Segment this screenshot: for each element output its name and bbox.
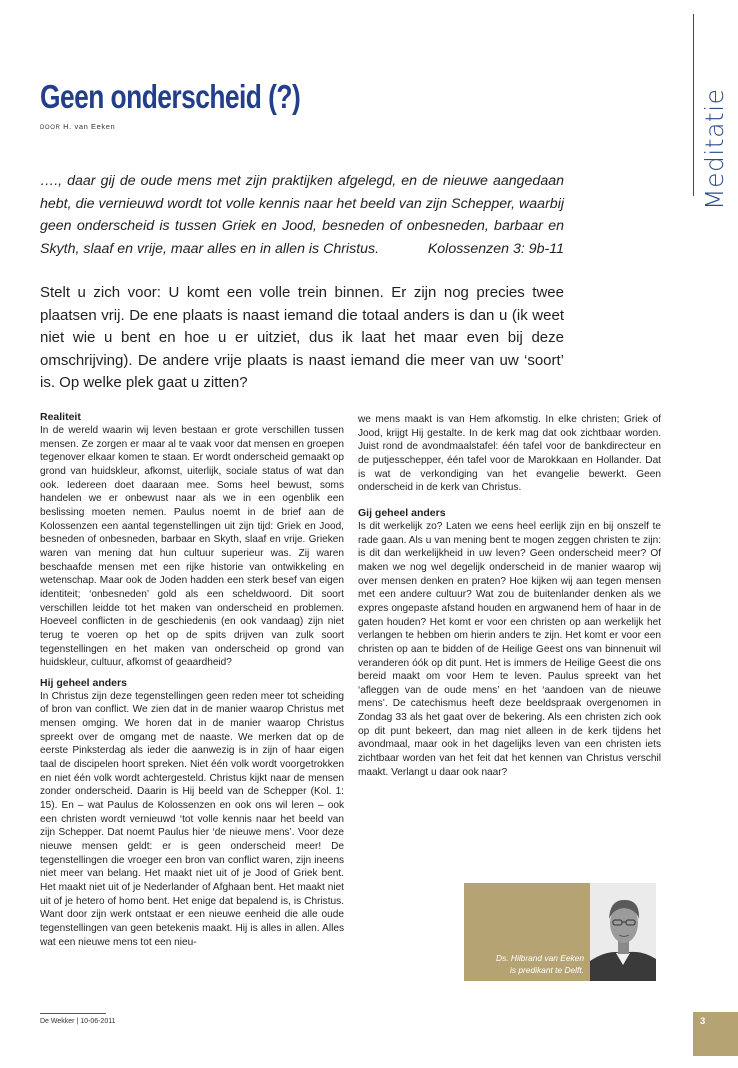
scripture-quote [40, 170, 564, 260]
author-photo [590, 883, 656, 981]
column-left [40, 410, 344, 949]
page-title: Geen onderscheid (?) [40, 78, 301, 115]
byline-prefix: DOOR [40, 125, 61, 131]
section-text: In Christus zijn deze tegenstellingen geen reden meer tot scheiding of bron van conflict. We zien dat in de manier waarop Christus met mensen omging. We horen dat in de manier waarop Christus spreekt over de omgang met de naaste. We merken dat op de eerste Pinksterdag als ieder die aanwezig is in zijn of haar eigen taal de discipelen hoort spreken. Niet één volk wordt voorgetrokken en niet één volk wordt achtergesteld. Christus kijkt naar de mensen zonder onderscheid. Daarin is Hij beeld van de Schepper (Kol. 1: 15). En – wat Paulus de Kolossenzen en ook ons wil leren – ook een christen wordt vernieuwd ‘tot volle kennis naar het beeld van zijn Schepper. Dat noemt Paulus hier ‘de nieuwe mens’. Voor deze nieuwe mensen geldt: er is geen onderscheid meer! De tegenstellingen die vroeger een bron van conflict waren, zijn ineens niet meer van belang. Het maakt niet uit of je Jood of Griek bent. Het maakt niet uit of je Nederlander of Afghaan bent. Het maakt niet uit of je hetero of homo bent. Het enige dat bepalend is, is Christus. Want door zijn werk ontstaat er een nieuwe eenheid die alle oude tegenstellingen van geen betekenis maakt. Hij is alles in allen. Alles wat een nieuwe mens tot een nieu- [40, 690, 344, 948]
side-rule [693, 14, 694, 196]
section-text: we mens maakt is van Hem afkomstig. In elke christen; Griek of Jood, krijgt Hij gestalte. In de kerk mag dat ook zichtbaar worden. Juist rond de avondmaalstafel: één tafel voor de bankdirecteur en de putjesschepper, één tafel voor de Marokkaan en Hollander. Dat is wat de verkondiging van het evangelie bewerkt. Geen onderscheid in de kerk van Christus. [358, 414, 661, 494]
page-number: 3 [700, 1016, 706, 1027]
section-heading: Realiteit [40, 411, 81, 423]
section-label: Meditatie [700, 88, 729, 210]
intro-paragraph: Stelt u zich voor: U komt een volle trein binnen. Er zijn nog precies twee plaatsen vrij. De ene plaats is naast iemand die totaal anders is dan u (ik weet niet wie u bent en hoe u er uitziet, dus ik laat het maar even bij deze omschrijving). De andere vrije plaats is naast iemand die meer van uw ‘soort’ is. Op welke plek gaat u zitten? [40, 284, 564, 391]
quote-reference: Kolossenzen 3: 9b-11 [427, 240, 564, 257]
caption-line1: Ds. Hilbrand van Eeken [496, 953, 584, 963]
quote-text: …., daar gij de oude mens met zijn praktijken afgelegd, en de nieuwe aangedaan hebt, die vernieuwd wordt tot volle kennis naar het beeld van zijn Schepper, waarbij geen onderscheid is tussen Griek en Jood, besneden of onbesneden, barbaar en Skyth, slaaf en vrije, maar alles en in allen is Christus. [40, 173, 564, 257]
byline [40, 122, 115, 131]
section-heading: Hij geheel anders [40, 676, 127, 689]
section-heading: Gij geheel anders [358, 506, 446, 519]
author-portrait-icon [590, 883, 656, 981]
section-text: Is dit werkelijk zo? Laten we eens heel eerlijk zijn en bij onszelf te rade gaan. Als u van mening bent te mogen zeggen christen te zijn: is dit dan werkelijkheid in uw leven? Geen onderscheid meer? Of maken we nog wel degelijk onderscheid in de manier waarop wij over mensen denken en praten? Hoe kijken wij aan tegen mensen met een andere cultuur? Wat zou de buitenlander denken als we expres ongepaste afstand houden en argwanend hem of haar in de gaten houden? Het komt er voor een christen op aan werkelijk het verlangen te hebben om hierin anders te zijn. Het komt er voor een christen op aan te bidden of de Heilige Geest ons van binnenuit wil veranderen óók op dit punt. Het is immers de Heilige Geest die ons bereid maakt om voor Hem te leven. Paulus spreekt van het ‘afleggen van de oude mens’ en het ‘aandoen van de nieuwe mens’. De catechismus heeft deze beeldspraak overgenomen in Zondag 33 als het gaat over de bekering. Als een christen zich ook op dit punt bekeert, dan mag niet alleen in de kerk tijdens het avondmaal, maar ook in het dagelijks leven van een christen iets zichtbaar worden van het feit dat het kennen van Christus verschil maakt. Verlangt u daar ook naar? [358, 520, 661, 778]
photo-caption [464, 953, 584, 976]
column-right [358, 413, 661, 779]
byline-author: H. van Eeken [63, 122, 116, 131]
footer-rule [40, 1013, 106, 1014]
footer: De Wekker | 10-06-2011 [40, 1018, 116, 1025]
caption-line2: is predikant te Delft. [509, 964, 584, 975]
section-text: In de wereld waarin wij leven bestaan er grote verschillen tussen mensen. Ze zorgen er maar al te vaak voor dat mensen en groepen tegenover elkaar komen te staan. Er wordt onderscheid gemaakt op grond van huidskleur, afkomst, uiterlijk, sociale status of wat dan ook. Iedereen doet daaraan mee. Soms heel bewust, soms handelen we er onbewust naar als we in een ogenblik een beslissing moeten nemen. Paulus noemt in de brief aan de Kolossenzen een aantal tegenstellingen uit zijn tijd: Griek en Jood, besneden of onbesneden, barbaar en Skyth, slaaf en vrije. Grieken waren van mening dat hun cultuur superieur was. Zij waren beschaafde mensen met een rijke historie van ontwikkeling en wetenschap. Maar ook de Joden hadden een sterk besef van eigen identiteit; ‘onbesneden’ gold als een scheldwoord. Dit soort verschillen leidde tot het maken van onderscheid en problemen. Hoeveel conflicten in de geschiedenis (en ook vandaag) zijn niet terug te voeren op het op de spits drijven van zulk soort tegenstellingen en het maken van onderscheid op grond van huidskleur, cultuur, afkomst of geaardheid? [40, 425, 344, 669]
